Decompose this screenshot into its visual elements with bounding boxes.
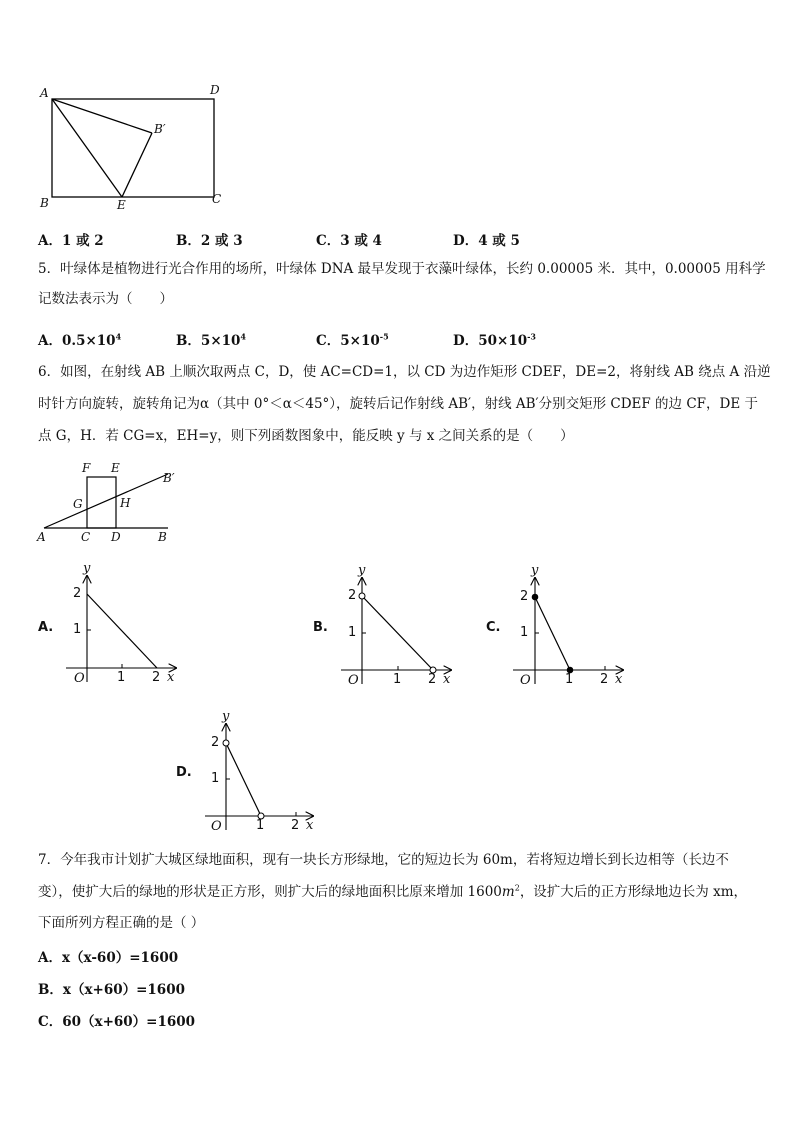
q6-label-B: B [158,530,167,544]
q5-option-c[interactable]: C．$5\times 10^{-5}$ [316,331,389,349]
graph-c-y2: 2 [520,589,529,604]
q6-label-E: E [111,461,120,475]
graph-c-origin: O [520,673,531,688]
graph-a-x1: 1 [117,670,126,685]
label-B-prime: B′ [154,122,166,136]
q6-label-C: C [81,530,91,544]
graph-c-x2: 2 [600,672,609,687]
q4-option-c[interactable]: C．3 或 4 [316,233,382,249]
graph-c-y1: 1 [520,625,529,640]
q6-stem-line2: 时针方向旋转，旋转角记为α（其中 0°＜α＜45°），旋转后记作射线 AB′，射线 AB′分别交矩形 CDEF 的边 CF，DE 于 [38,396,759,412]
q6-label-G: G [73,497,83,511]
graph-a-y2: 2 [73,586,82,601]
graph-c-label[interactable]: C. [486,620,501,635]
graph-b-label[interactable]: B. [313,620,328,635]
q5-option-b[interactable]: B．$5\times 10^4$ [176,331,246,349]
graph-a-x2: 2 [152,670,161,685]
graph-c-x1: 1 [565,672,574,687]
graph-a-y-label: y [83,561,91,576]
graph-d-y1: 1 [211,771,220,786]
q6-stem-line1: 6．如图，在射线 AB 上顺次取两点 C，D，使 AC=CD=1，以 CD 为边作矩形 CDEF，DE=2，将射线 AB 绕点 A 沿逆 [38,364,771,380]
q4-option-b[interactable]: B．2 或 3 [176,233,243,249]
q6-label-F: F [82,461,91,475]
graph-b-origin: O [348,673,359,688]
graph-c-x-label: x [615,672,623,687]
q7-stem-line2: 变），使扩大后的绿地的形状是正方形，则扩大后的绿地面积比原来增加 $1600m^2$，设扩大后的正方形绿地边长为 xm， [38,883,748,900]
graph-d-x1: 1 [256,818,265,833]
q5-stem-line2: 记数法表示为（ ） [38,291,173,307]
q7-option-a[interactable]: A．x（x-60）=1600 [38,950,179,966]
q7-stem-line3: 下面所列方程正确的是（ ） [38,915,205,931]
graph-d-x2: 2 [291,818,300,833]
q6-label-B-prime: B′ [163,471,175,485]
q6-label-H: H [120,496,131,510]
label-B: B [40,196,49,210]
graph-b-x-label: x [443,672,451,687]
graph-a-x-label: x [167,670,175,685]
graph-a-label[interactable]: A. [38,620,54,635]
label-C: C [212,192,222,206]
graph-d-origin: O [211,819,222,834]
graph-d-y-label: y [222,709,230,724]
q7-option-b[interactable]: B．x（x+60）=1600 [38,982,185,998]
graph-d-y2: 2 [211,735,220,750]
q5-option-a[interactable]: A．$0.5\times 10^4$ [38,331,122,349]
q7-option-c[interactable]: C．60（x+60）=1600 [38,1014,196,1030]
q4-option-d[interactable]: D．4 或 5 [453,233,520,249]
label-E: E [117,198,126,212]
q6-label-A: A [37,530,46,544]
graph-b-y2: 2 [348,588,357,603]
label-A: A [40,86,49,100]
q6-stem-line3: 点 G，H．若 CG=x，EH=y，则下列函数图象中，能反映 y 与 x 之间关系的是（ ） [38,428,574,444]
graph-a-y1: 1 [73,622,82,637]
q7-stem-line1: 7．今年我市计划扩大城区绿地面积，现有一块长方形绿地，它的短边长为 60m，若将短边增长到长边相等（长边不 [38,852,729,868]
graph-d-label[interactable]: D. [176,765,192,780]
graph-c-y-label: y [531,563,539,578]
graph-b-y-label: y [358,563,366,578]
graph-b-x1: 1 [393,672,402,687]
q6-label-D: D [111,530,121,544]
q4-option-a[interactable]: A．1 或 2 [38,233,104,249]
graph-b-x2: 2 [428,672,437,687]
q5-stem-line1: 5．叶绿体是植物进行光合作用的场所，叶绿体 DNA 最早发现于衣藻叶绿体，长约 0.00005 米．其中，0.00005 用科学 [38,261,766,277]
q5-option-d[interactable]: D．$50\times 10^{-3}$ [453,331,536,349]
graph-d-x-label: x [306,818,314,833]
graph-b-y1: 1 [348,625,357,640]
graph-a-origin: O [74,671,85,686]
label-D: D [210,83,220,97]
